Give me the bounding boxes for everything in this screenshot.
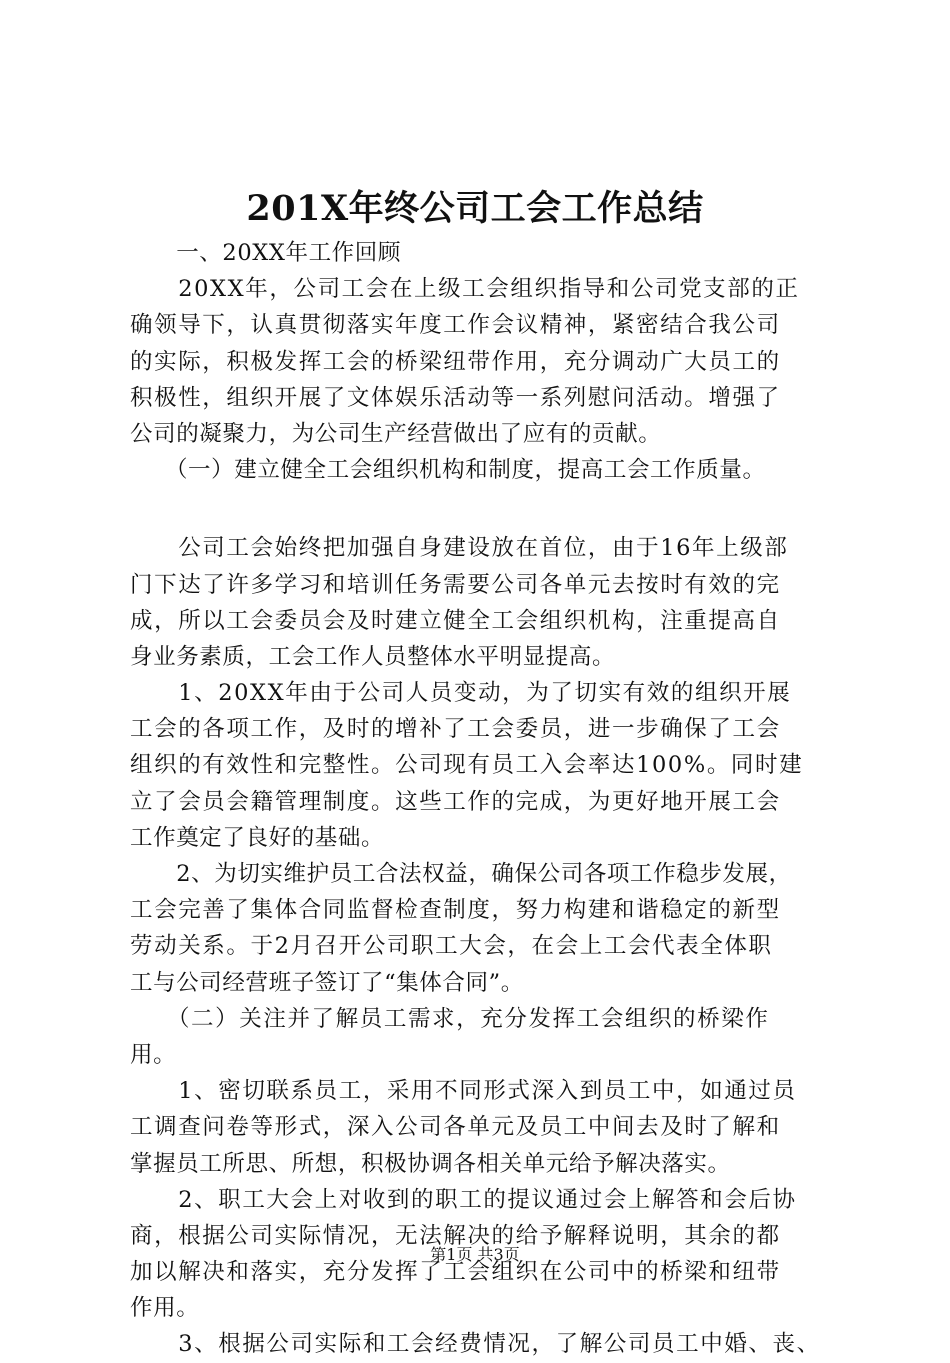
paragraph-line: 积极性，组织开展了文体娱乐活动等一系列慰问活动。增强了 [130,384,781,411]
section-heading: 一、20XX年工作回顾 [130,240,401,266]
paragraph-line: 商，根据公司实际情况，无法解决的给予解释说明，其余的都 [130,1222,781,1249]
paragraph-line: 确领导下，认真贯彻落实年度工作会议精神，紧密结合我公司 [130,312,781,339]
paragraph-line: 门下达了许多学习和培训任务需要公司各单元去按时有效的完 [130,571,781,598]
subsection-heading: （二）关注并了解员工需求，充分发挥工会组织的桥梁作 [130,1005,770,1032]
paragraph-line: 1、20XX年由于公司人员变动，为了切实有效的组织开展 [130,680,792,707]
paragraph-line: 工作奠定了良好的基础。 [130,824,385,851]
paragraph-line: 加以解决和落实，充分发挥了工会组织在公司中的桥梁和纽带 [130,1259,781,1286]
paragraph-line: 2、为切实维护员工合法权益，确保公司各项工作稳步发展， [130,861,792,887]
paragraph-line: 工与公司经营班子签订了“集体合同”。 [130,969,524,996]
paragraph-line: 劳动关系。于2月召开公司职工大会，在会上工会代表全体职 [130,933,773,960]
paragraph-line: 掌握员工所思、所想，积极协调各相关单元给予解决落实。 [130,1150,731,1177]
blank-line [130,488,850,530]
paragraph-line: 组织的有效性和完整性。公司现有员工入会率达100%。同时建 [130,752,804,779]
paragraph-line: 公司的凝聚力，为公司生产经营做出了应有的贡献。 [130,420,662,447]
subsection-heading: （一）建立健全工会组织机构和制度，提高工会工作质量。 [130,457,766,484]
paragraph-line: 成，所以工会委员会及时建立健全工会组织机构，注重提高自 [130,607,781,634]
paragraph-line: 20XX年，公司工会在上级工会组织指导和公司党支部的正 [130,276,800,303]
document-title: 201X年终公司工会工作总结 [246,188,704,229]
paragraph-line: 公司工会始终把加强自身建设放在首位，由于16年上级部 [130,535,789,562]
paragraph-line: 工会的各项工作，及时的增补了工会委员，进一步确保了工会 [130,716,781,743]
paragraph-line: 用。 [130,1041,177,1068]
page-footer: 第1页 共3页 [430,1245,520,1264]
paragraph-line: 作用。 [130,1295,200,1322]
paragraph-line: 立了会员会籍管理制度。这些工作的完成，为更好地开展工会 [130,788,781,815]
paragraph-line: 工调查问卷等形式，深入公司各单元及员工中间去及时了解和 [130,1114,781,1141]
paragraph-line: 2、职工大会上对收到的职工的提议通过会上解答和会后协 [130,1186,797,1213]
paragraph-line: 3、根据公司实际和工会经费情况，了解公司员工中婚、丧、 [130,1331,821,1358]
paragraph-line: 1、密切联系员工，采用不同形式深入到员工中，如通过员 [130,1078,797,1105]
paragraph-line: 身业务素质，工会工作人员整体水平明显提高。 [130,643,616,670]
paragraph-line: 的实际，积极发挥工会的桥梁纽带作用，充分调动广大员工的 [130,348,781,375]
paragraph-line: 工会完善了集体合同监督检查制度，努力构建和谐稳定的新型 [130,897,781,924]
document-body [130,235,850,1363]
